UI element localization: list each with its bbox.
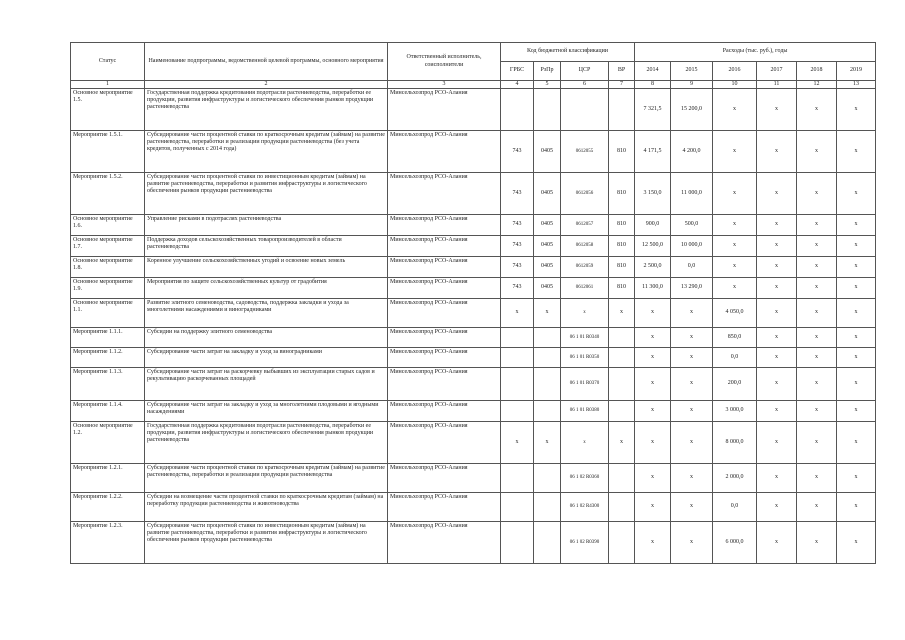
- table-row: [71, 215, 876, 236]
- col-number: 3: [388, 81, 501, 89]
- cell-name: Субсидирование части затрат на закладку и уход за виноградниками: [145, 348, 388, 368]
- cell-y2018: x: [797, 464, 837, 493]
- cell-y2019: x: [837, 131, 876, 173]
- cell-y2017: x: [757, 348, 797, 368]
- cell-y2018: x: [797, 348, 837, 368]
- cell-y2019: x: [837, 401, 876, 422]
- cell-executor: Минсельхозпрод РСО-Алания: [388, 89, 501, 131]
- header-vr: ВР: [609, 62, 635, 81]
- header-year-2014: 2014: [635, 62, 671, 81]
- cell-status: Основное мероприятие 1.1.: [71, 299, 145, 328]
- budget-table: [70, 42, 876, 564]
- cell-y2016: x: [713, 278, 757, 299]
- cell-rzpr: [534, 522, 561, 564]
- header-budget-code: Код бюджетной классификации: [501, 43, 635, 62]
- cell-grbs: [501, 328, 534, 348]
- cell-grbs: [501, 348, 534, 368]
- cell-y2015: x: [671, 328, 713, 348]
- cell-y2015: 13 290,0: [671, 278, 713, 299]
- cell-vr: 810: [609, 173, 635, 215]
- col-number: 13: [837, 81, 876, 89]
- cell-vr: [609, 522, 635, 564]
- cell-vr: [609, 493, 635, 522]
- cell-csr: 0612059: [561, 257, 609, 278]
- cell-y2016: 2 000,0: [713, 464, 757, 493]
- cell-grbs: [501, 89, 534, 131]
- cell-y2016: 3 000,0: [713, 401, 757, 422]
- cell-rzpr: [534, 464, 561, 493]
- cell-y2015: 0,0: [671, 257, 713, 278]
- cell-executor: Минсельхозпрод РСО-Алания: [388, 278, 501, 299]
- header-executor: Ответственный исполнитель, соисполнители: [388, 43, 501, 81]
- table-row: [71, 401, 876, 422]
- cell-vr: 810: [609, 215, 635, 236]
- cell-y2018: x: [797, 173, 837, 215]
- cell-status: Основное мероприятие 1.7.: [71, 236, 145, 257]
- cell-executor: Минсельхозпрод РСО-Алания: [388, 464, 501, 493]
- cell-vr: [609, 368, 635, 401]
- cell-rzpr: [534, 401, 561, 422]
- cell-y2017: x: [757, 215, 797, 236]
- cell-name: Поддержка доходов сельскохозяйственных товаропроизводителей в области растениеводства: [145, 236, 388, 257]
- cell-y2017: x: [757, 89, 797, 131]
- header-year-2018: 2018: [797, 62, 837, 81]
- cell-y2014: x: [635, 401, 671, 422]
- cell-name: Субсидии на поддержку элитного семеноводства: [145, 328, 388, 348]
- cell-y2015: 11 000,0: [671, 173, 713, 215]
- cell-y2016: 200,0: [713, 368, 757, 401]
- cell-y2016: 0,0: [713, 493, 757, 522]
- cell-y2015: 4 200,0: [671, 131, 713, 173]
- cell-csr: x: [561, 422, 609, 464]
- cell-status: Мероприятие 1.1.3.: [71, 368, 145, 401]
- cell-grbs: [501, 522, 534, 564]
- cell-grbs: x: [501, 422, 534, 464]
- cell-rzpr: [534, 368, 561, 401]
- cell-executor: Минсельхозпрод РСО-Алания: [388, 299, 501, 328]
- cell-y2014: 900,0: [635, 215, 671, 236]
- cell-y2017: x: [757, 401, 797, 422]
- cell-y2018: x: [797, 522, 837, 564]
- cell-rzpr: [534, 348, 561, 368]
- cell-status: Основное мероприятие 1.6.: [71, 215, 145, 236]
- cell-y2017: x: [757, 493, 797, 522]
- cell-y2019: x: [837, 348, 876, 368]
- cell-y2019: x: [837, 493, 876, 522]
- cell-name: Государственная поддержка кредитования подотрасли растениеводства, переработки ее продукции, развития инфраструктуры и логистического обеспечения рынков продукции растениеводства: [145, 89, 388, 131]
- cell-y2018: x: [797, 131, 837, 173]
- header-status: Статус: [71, 43, 145, 81]
- header-year-2016: 2016: [713, 62, 757, 81]
- cell-executor: Минсельхозпрод РСО-Алания: [388, 368, 501, 401]
- cell-y2017: x: [757, 278, 797, 299]
- cell-y2017: x: [757, 464, 797, 493]
- cell-csr: 06 1 02 R0390: [561, 522, 609, 564]
- cell-name: Субсидирование части затрат на закладку и уход за многолетними плодовыми и ягодными насаждениями: [145, 401, 388, 422]
- header-name: Наименование подпрограммы, ведомственной целевой программы, основного мероприятия: [145, 43, 388, 81]
- cell-vr: [609, 401, 635, 422]
- cell-y2019: x: [837, 522, 876, 564]
- cell-y2014: 4 171,5: [635, 131, 671, 173]
- cell-grbs: 743: [501, 257, 534, 278]
- cell-y2019: x: [837, 89, 876, 131]
- cell-status: Мероприятие 1.2.1.: [71, 464, 145, 493]
- col-number: 11: [757, 81, 797, 89]
- cell-y2019: x: [837, 368, 876, 401]
- cell-y2016: x: [713, 236, 757, 257]
- header-rzpr: РзПр: [534, 62, 561, 81]
- table-row: [71, 299, 876, 328]
- cell-name: Субсидирование части процентной ставки по краткосрочным кредитам (займам) на развитие растениеводства, переработки и реализации продукции растениеводства: [145, 464, 388, 493]
- cell-y2014: 12 500,0: [635, 236, 671, 257]
- cell-vr: [609, 464, 635, 493]
- cell-status: Мероприятие 1.1.1.: [71, 328, 145, 348]
- cell-executor: Минсельхозпрод РСО-Алания: [388, 522, 501, 564]
- cell-y2014: 11 300,0: [635, 278, 671, 299]
- cell-y2017: x: [757, 328, 797, 348]
- cell-y2018: x: [797, 215, 837, 236]
- cell-y2017: x: [757, 422, 797, 464]
- table-row: [71, 173, 876, 215]
- cell-executor: Минсельхозпрод РСО-Алания: [388, 215, 501, 236]
- cell-grbs: 743: [501, 131, 534, 173]
- cell-vr: [609, 328, 635, 348]
- cell-y2015: 15 200,0: [671, 89, 713, 131]
- cell-grbs: 743: [501, 278, 534, 299]
- cell-csr: [561, 89, 609, 131]
- table-body: [71, 89, 876, 564]
- col-number: 5: [534, 81, 561, 89]
- cell-y2016: 6 000,0: [713, 522, 757, 564]
- cell-y2018: x: [797, 236, 837, 257]
- cell-y2016: x: [713, 173, 757, 215]
- cell-rzpr: 0405: [534, 257, 561, 278]
- cell-y2018: x: [797, 257, 837, 278]
- cell-y2017: x: [757, 257, 797, 278]
- cell-status: Мероприятие 1.1.4.: [71, 401, 145, 422]
- header-csr: ЦСР: [561, 62, 609, 81]
- cell-status: Основное мероприятие 1.8.: [71, 257, 145, 278]
- cell-y2016: 850,0: [713, 328, 757, 348]
- header-year-2017: 2017: [757, 62, 797, 81]
- cell-y2019: x: [837, 328, 876, 348]
- cell-rzpr: 0405: [534, 236, 561, 257]
- cell-vr: [609, 348, 635, 368]
- cell-y2016: x: [713, 257, 757, 278]
- col-number: 2: [145, 81, 388, 89]
- cell-status: Мероприятие 1.2.2.: [71, 493, 145, 522]
- cell-executor: Минсельхозпрод РСО-Алания: [388, 131, 501, 173]
- col-number: 8: [635, 81, 671, 89]
- cell-rzpr: 0405: [534, 278, 561, 299]
- col-number: 4: [501, 81, 534, 89]
- cell-y2018: x: [797, 89, 837, 131]
- cell-name: Развитие элитного семеноводства, садоводства, поддержка закладки и ухода за многолетними насаждениями и виноградниками: [145, 299, 388, 328]
- cell-y2019: x: [837, 299, 876, 328]
- cell-y2015: x: [671, 422, 713, 464]
- header-expenses: Расходы (тыс. руб.), годы: [635, 43, 876, 62]
- budget-table-sheet: [70, 42, 875, 564]
- cell-name: Субсидирование части процентной ставки по инвестиционным кредитам (займам) на развитие растениеводства, переработки и развития инфраструктуры и логистического обеспечения рынков продукции растениеводства: [145, 173, 388, 215]
- cell-name: Управление рисками в подотраслях растениеводства: [145, 215, 388, 236]
- cell-y2016: x: [713, 215, 757, 236]
- cell-status: Основное мероприятие 1.2.: [71, 422, 145, 464]
- table-row: [71, 89, 876, 131]
- column-numbers-row: [71, 81, 876, 89]
- cell-name: Субсидирование части процентной ставки по краткосрочным кредитам (займам) на развитие растениеводства, переработки и реализации продукции растениеводства (без учета кредитов, полученных с 2014 года): [145, 131, 388, 173]
- cell-grbs: 743: [501, 236, 534, 257]
- table-row: [71, 522, 876, 564]
- cell-y2019: x: [837, 236, 876, 257]
- cell-name: Субсидирование части процентной ставки по инвестиционным кредитам (займам) на развитие растениеводства, переработки и развития инфраструктуры и логистического обеспечения рынков продукции растениеводства: [145, 522, 388, 564]
- col-number: 10: [713, 81, 757, 89]
- cell-y2016: x: [713, 89, 757, 131]
- cell-y2014: 7 321,5: [635, 89, 671, 131]
- cell-grbs: [501, 464, 534, 493]
- cell-csr: 0612055: [561, 131, 609, 173]
- cell-y2014: x: [635, 299, 671, 328]
- cell-rzpr: [534, 328, 561, 348]
- cell-rzpr: [534, 493, 561, 522]
- cell-y2018: x: [797, 401, 837, 422]
- cell-name: Мероприятия по защите сельскохозяйственных культур от градобития: [145, 278, 388, 299]
- cell-status: Мероприятие 1.5.1.: [71, 131, 145, 173]
- cell-status: Основное мероприятие 1.5.: [71, 89, 145, 131]
- table-row: [71, 257, 876, 278]
- cell-csr: 0612057: [561, 215, 609, 236]
- cell-y2014: 2 500,0: [635, 257, 671, 278]
- table-row: [71, 464, 876, 493]
- cell-y2017: x: [757, 236, 797, 257]
- cell-executor: Минсельхозпрод РСО-Алания: [388, 493, 501, 522]
- cell-y2015: x: [671, 464, 713, 493]
- cell-csr: x: [561, 299, 609, 328]
- table-row: [71, 368, 876, 401]
- cell-csr: 0612061: [561, 278, 609, 299]
- cell-grbs: [501, 493, 534, 522]
- cell-y2014: x: [635, 522, 671, 564]
- cell-y2016: 0,0: [713, 348, 757, 368]
- cell-y2016: x: [713, 131, 757, 173]
- header-grbs: ГРБС: [501, 62, 534, 81]
- cell-y2014: x: [635, 464, 671, 493]
- col-number: 7: [609, 81, 635, 89]
- cell-y2015: 10 000,0: [671, 236, 713, 257]
- cell-vr: 810: [609, 257, 635, 278]
- cell-vr: [609, 89, 635, 131]
- cell-y2016: 8 000,0: [713, 422, 757, 464]
- cell-vr: x: [609, 299, 635, 328]
- cell-y2019: x: [837, 278, 876, 299]
- header-year-2015: 2015: [671, 62, 713, 81]
- header-year-2019: 2019: [837, 62, 876, 81]
- cell-y2018: x: [797, 278, 837, 299]
- cell-y2018: x: [797, 328, 837, 348]
- table-row: [71, 278, 876, 299]
- cell-y2015: x: [671, 522, 713, 564]
- cell-executor: Минсельхозпрод РСО-Алания: [388, 236, 501, 257]
- col-number: 1: [71, 81, 145, 89]
- cell-y2014: x: [635, 348, 671, 368]
- cell-rzpr: 0405: [534, 173, 561, 215]
- table-row: [71, 328, 876, 348]
- cell-y2019: x: [837, 215, 876, 236]
- cell-y2015: x: [671, 368, 713, 401]
- cell-y2019: x: [837, 257, 876, 278]
- cell-status: Основное мероприятие 1.9.: [71, 278, 145, 299]
- cell-csr: 06 1 01 R0380: [561, 401, 609, 422]
- col-number: 9: [671, 81, 713, 89]
- cell-status: Мероприятие 1.5.2.: [71, 173, 145, 215]
- cell-y2015: x: [671, 348, 713, 368]
- cell-y2019: x: [837, 173, 876, 215]
- cell-name: Коренное улучшение сельскохозяйственных угодий и освоение новых земель: [145, 257, 388, 278]
- cell-grbs: [501, 401, 534, 422]
- cell-vr: x: [609, 422, 635, 464]
- cell-name: Субсидирование части затрат на раскорчевку выбывших из эксплуатации старых садов и рекультивацию раскорчеванных площадей: [145, 368, 388, 401]
- cell-executor: Минсельхозпрод РСО-Алания: [388, 348, 501, 368]
- cell-status: Мероприятие 1.2.3.: [71, 522, 145, 564]
- cell-y2014: x: [635, 368, 671, 401]
- cell-y2017: x: [757, 522, 797, 564]
- cell-csr: 06 1 01 R0340: [561, 328, 609, 348]
- cell-name: Государственная поддержка кредитования подотрасли растениеводства, переработки ее продукции, развития инфраструктуры и логистического обеспечения рынков продукции растениеводства: [145, 422, 388, 464]
- col-number: 6: [561, 81, 609, 89]
- cell-y2015: x: [671, 401, 713, 422]
- cell-y2014: x: [635, 493, 671, 522]
- cell-rzpr: x: [534, 422, 561, 464]
- cell-rzpr: [534, 89, 561, 131]
- table-row: [71, 493, 876, 522]
- cell-executor: Минсельхозпрод РСО-Алания: [388, 328, 501, 348]
- cell-y2015: x: [671, 299, 713, 328]
- cell-vr: 810: [609, 236, 635, 257]
- cell-y2017: x: [757, 299, 797, 328]
- cell-y2015: 500,0: [671, 215, 713, 236]
- cell-y2019: x: [837, 422, 876, 464]
- cell-y2018: x: [797, 299, 837, 328]
- cell-executor: Минсельхозпрод РСО-Алания: [388, 401, 501, 422]
- cell-executor: Минсельхозпрод РСО-Алания: [388, 173, 501, 215]
- cell-grbs: [501, 368, 534, 401]
- cell-y2017: x: [757, 131, 797, 173]
- cell-csr: 06 1 02 R4300: [561, 493, 609, 522]
- cell-executor: Минсельхозпрод РСО-Алания: [388, 422, 501, 464]
- cell-csr: 06 1 01 R0370: [561, 368, 609, 401]
- cell-grbs: 743: [501, 173, 534, 215]
- cell-y2014: 3 150,0: [635, 173, 671, 215]
- cell-y2018: x: [797, 368, 837, 401]
- cell-executor: Минсельхозпрод РСО-Алания: [388, 257, 501, 278]
- cell-y2019: x: [837, 464, 876, 493]
- cell-y2016: 4 050,0: [713, 299, 757, 328]
- cell-y2017: x: [757, 173, 797, 215]
- cell-csr: 0612056: [561, 173, 609, 215]
- cell-y2018: x: [797, 422, 837, 464]
- col-number: 12: [797, 81, 837, 89]
- cell-y2018: x: [797, 493, 837, 522]
- cell-y2014: x: [635, 422, 671, 464]
- cell-csr: 06 1 01 R0350: [561, 348, 609, 368]
- cell-grbs: 743: [501, 215, 534, 236]
- cell-name: Субсидии на возмещение части процентной ставки по краткосрочным кредитам (займам) на переработку продукции растениеводства и животноводства: [145, 493, 388, 522]
- cell-csr: 06 1 02 R0360: [561, 464, 609, 493]
- cell-y2015: x: [671, 493, 713, 522]
- cell-rzpr: 0405: [534, 131, 561, 173]
- table-row: [71, 422, 876, 464]
- cell-vr: 810: [609, 278, 635, 299]
- cell-vr: 810: [609, 131, 635, 173]
- cell-grbs: x: [501, 299, 534, 328]
- cell-y2017: x: [757, 368, 797, 401]
- cell-csr: 0612058: [561, 236, 609, 257]
- cell-status: Мероприятие 1.1.2.: [71, 348, 145, 368]
- cell-rzpr: 0405: [534, 215, 561, 236]
- table-row: [71, 348, 876, 368]
- cell-y2014: x: [635, 328, 671, 348]
- cell-rzpr: x: [534, 299, 561, 328]
- table-row: [71, 131, 876, 173]
- table-row: [71, 236, 876, 257]
